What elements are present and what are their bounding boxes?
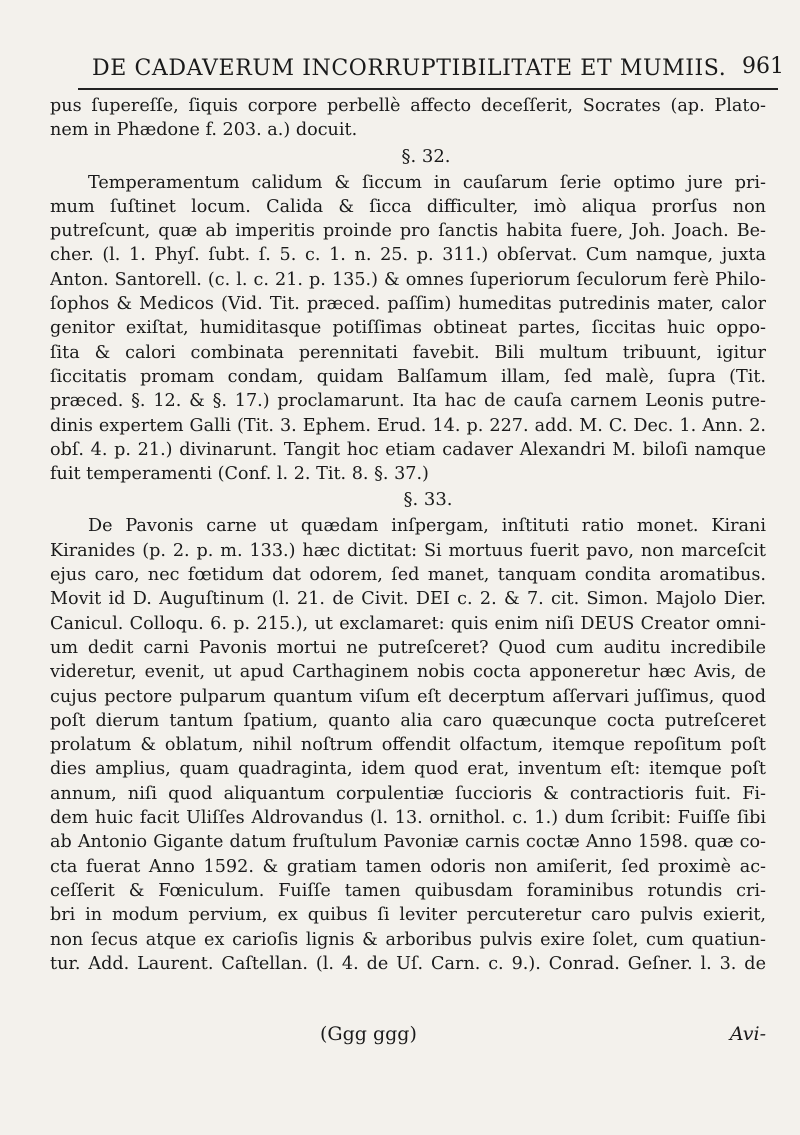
text-line: videretur, evenit, ut apud Carthaginem nobis cocta apponeretur hæc Avis, de [50,662,766,683]
text-line: nem in Phædone f. 203. a.) docuit. [50,120,358,141]
text-line: genitor exiſtat, humiditasque potiſſimas obtineat partes, ſiccitas huic oppo- [50,318,766,339]
text-line: putreſcunt, quæ ab imperitis proinde pro ſanctis habita fuere, Joh. Joach. Be- [50,221,766,242]
text-line: ejus caro, nec fœtidum dat odorem, ſed manet, tanquam condita aromatibus. [50,565,766,586]
page-number: 961 [742,54,784,79]
text-line: fuit temperamenti (Conf. l. 2. Tit. 8. §. 37.) [50,464,429,485]
text-line: dies amplius, quam quadraginta, idem quod erat, inventum eſt: itemque poſt [50,759,766,780]
text-line: Movit id D. Auguſtinum (l. 21. de Civit. DEI c. 2. & 7. cit. Simon. Majolo Dier. [50,589,766,610]
signature-mark: (Ggg ggg) [320,1023,417,1045]
section-heading: §. 33. [403,489,453,511]
section-heading: §. 32. [401,145,451,167]
text-line: um dedit carni Pavonis mortui ne putreſceret? Quod cum auditu incredibile [50,637,766,658]
catchword: Avi- [729,1023,766,1045]
text-line: ceſſerit & Fœniculum. Fuiſſe tamen quibusdam foraminibus rotundis cri- [50,880,766,901]
text-line: De Pavonis carne ut quædam inſpergam, inſtituti ratio monet. Kirani [88,516,766,537]
text-line: ſita & calori combinata perennitati favebit. Bili multum tribuunt, igitur [50,342,766,363]
text-line: cher. (l. 1. Phyſ. ſubt. ſ. 5. c. 1. n. 25. p. 311.) obſervat. Cum namque, juxta [50,245,766,266]
text-line: Temperamentum calidum & ſiccum in cauſarum ſerie optimo jure pri- [88,172,766,193]
text-line: cta fuerat Anno 1592. & gratiam tamen odoris non amiſerit, ſed proximè ac- [50,856,766,877]
text-line: bri in modum pervium, ex quibus ſi leviter percuteretur caro pulvis exierit, [50,905,766,926]
text-line: tur. Add. Laurent. Caſtellan. (l. 4. de Uſ. Carn. c. 9.). Conrad. Geſner. l. 3. de [50,953,766,974]
body-text [50,94,766,976]
header-rule [78,88,778,90]
text-line: dinis expertem Galli (Tit. 3. Ephem. Erud. 14. p. 227. add. M. C. Dec. 1. Ann. 2. [50,415,766,436]
text-line: ab Antonio Gigante datum fruſtulum Pavoniæ carnis coctæ Anno 1598. quæ co- [50,832,766,853]
text-line: Kiranides (p. 2. p. m. 133.) hæc dictitat: Si mortuus fuerit pavo, non marceſcit [50,540,766,561]
text-line: prolatum & oblatum, nihil noſtrum offendit olfactum, itemque repoſitum poſt [50,735,766,756]
running-title: DE CADAVERUM INCORRUPTIBILITATE ET MUMIIS. [92,56,727,81]
text-line: dem huic facit Uliſſes Aldrovandus (l. 13. ornithol. c. 1.) dum ſcribit: Fuiſſe ſibi [50,808,766,829]
text-line: ſophos & Medicos (Vid. Tit. præced. paſſim) humeditas putredinis mater, calor [50,294,766,315]
text-line: ſiccitatis promam condam, quidam Balſamum illam, ſed malè, ſupra (Tit. [50,366,766,387]
text-line: cujus pectore pulparum quantum viſum eſt decerptum aſſervari juſſimus, quod [50,686,766,707]
text-line: non ſecus atque ex carioſis lignis & arboribus pulvis exire ſolet, cum quatiun- [50,929,766,950]
text-line: obſ. 4. p. 21.) divinarunt. Tangit hoc etiam cadaver Alexandri M. biloſi namque [50,439,766,460]
text-line: pus ſupereſſe, ſiquis corpore perbellè affecto deceſſerit, Socrates (ap. Plato- [50,96,766,116]
text-line: Canicul. Colloqu. 6. p. 215.), ut exclamaret: quis enim niſi DEUS Creator omni- [50,613,766,634]
text-line: annum, niſi quod aliquantum corpulentiæ ſuccioris & contractioris fuit. Fi- [50,783,766,804]
text-line: præced. §. 12. & §. 17.) proclamarunt. Ita hac de cauſa carnem Leonis putre- [50,391,766,412]
text-line: Anton. Santorell. (c. l. c. 21. p. 135.) & omnes ſuperiorum ſeculorum ferè Philo- [50,269,766,290]
text-line: poſt dierum tantum ſpatium, quanto alia caro quæcunque cocta putreſceret [50,710,766,731]
text-line: mum ſuſtinet locum. Calida & ſicca difficulter, imò aliqua prorſus non [50,196,766,217]
